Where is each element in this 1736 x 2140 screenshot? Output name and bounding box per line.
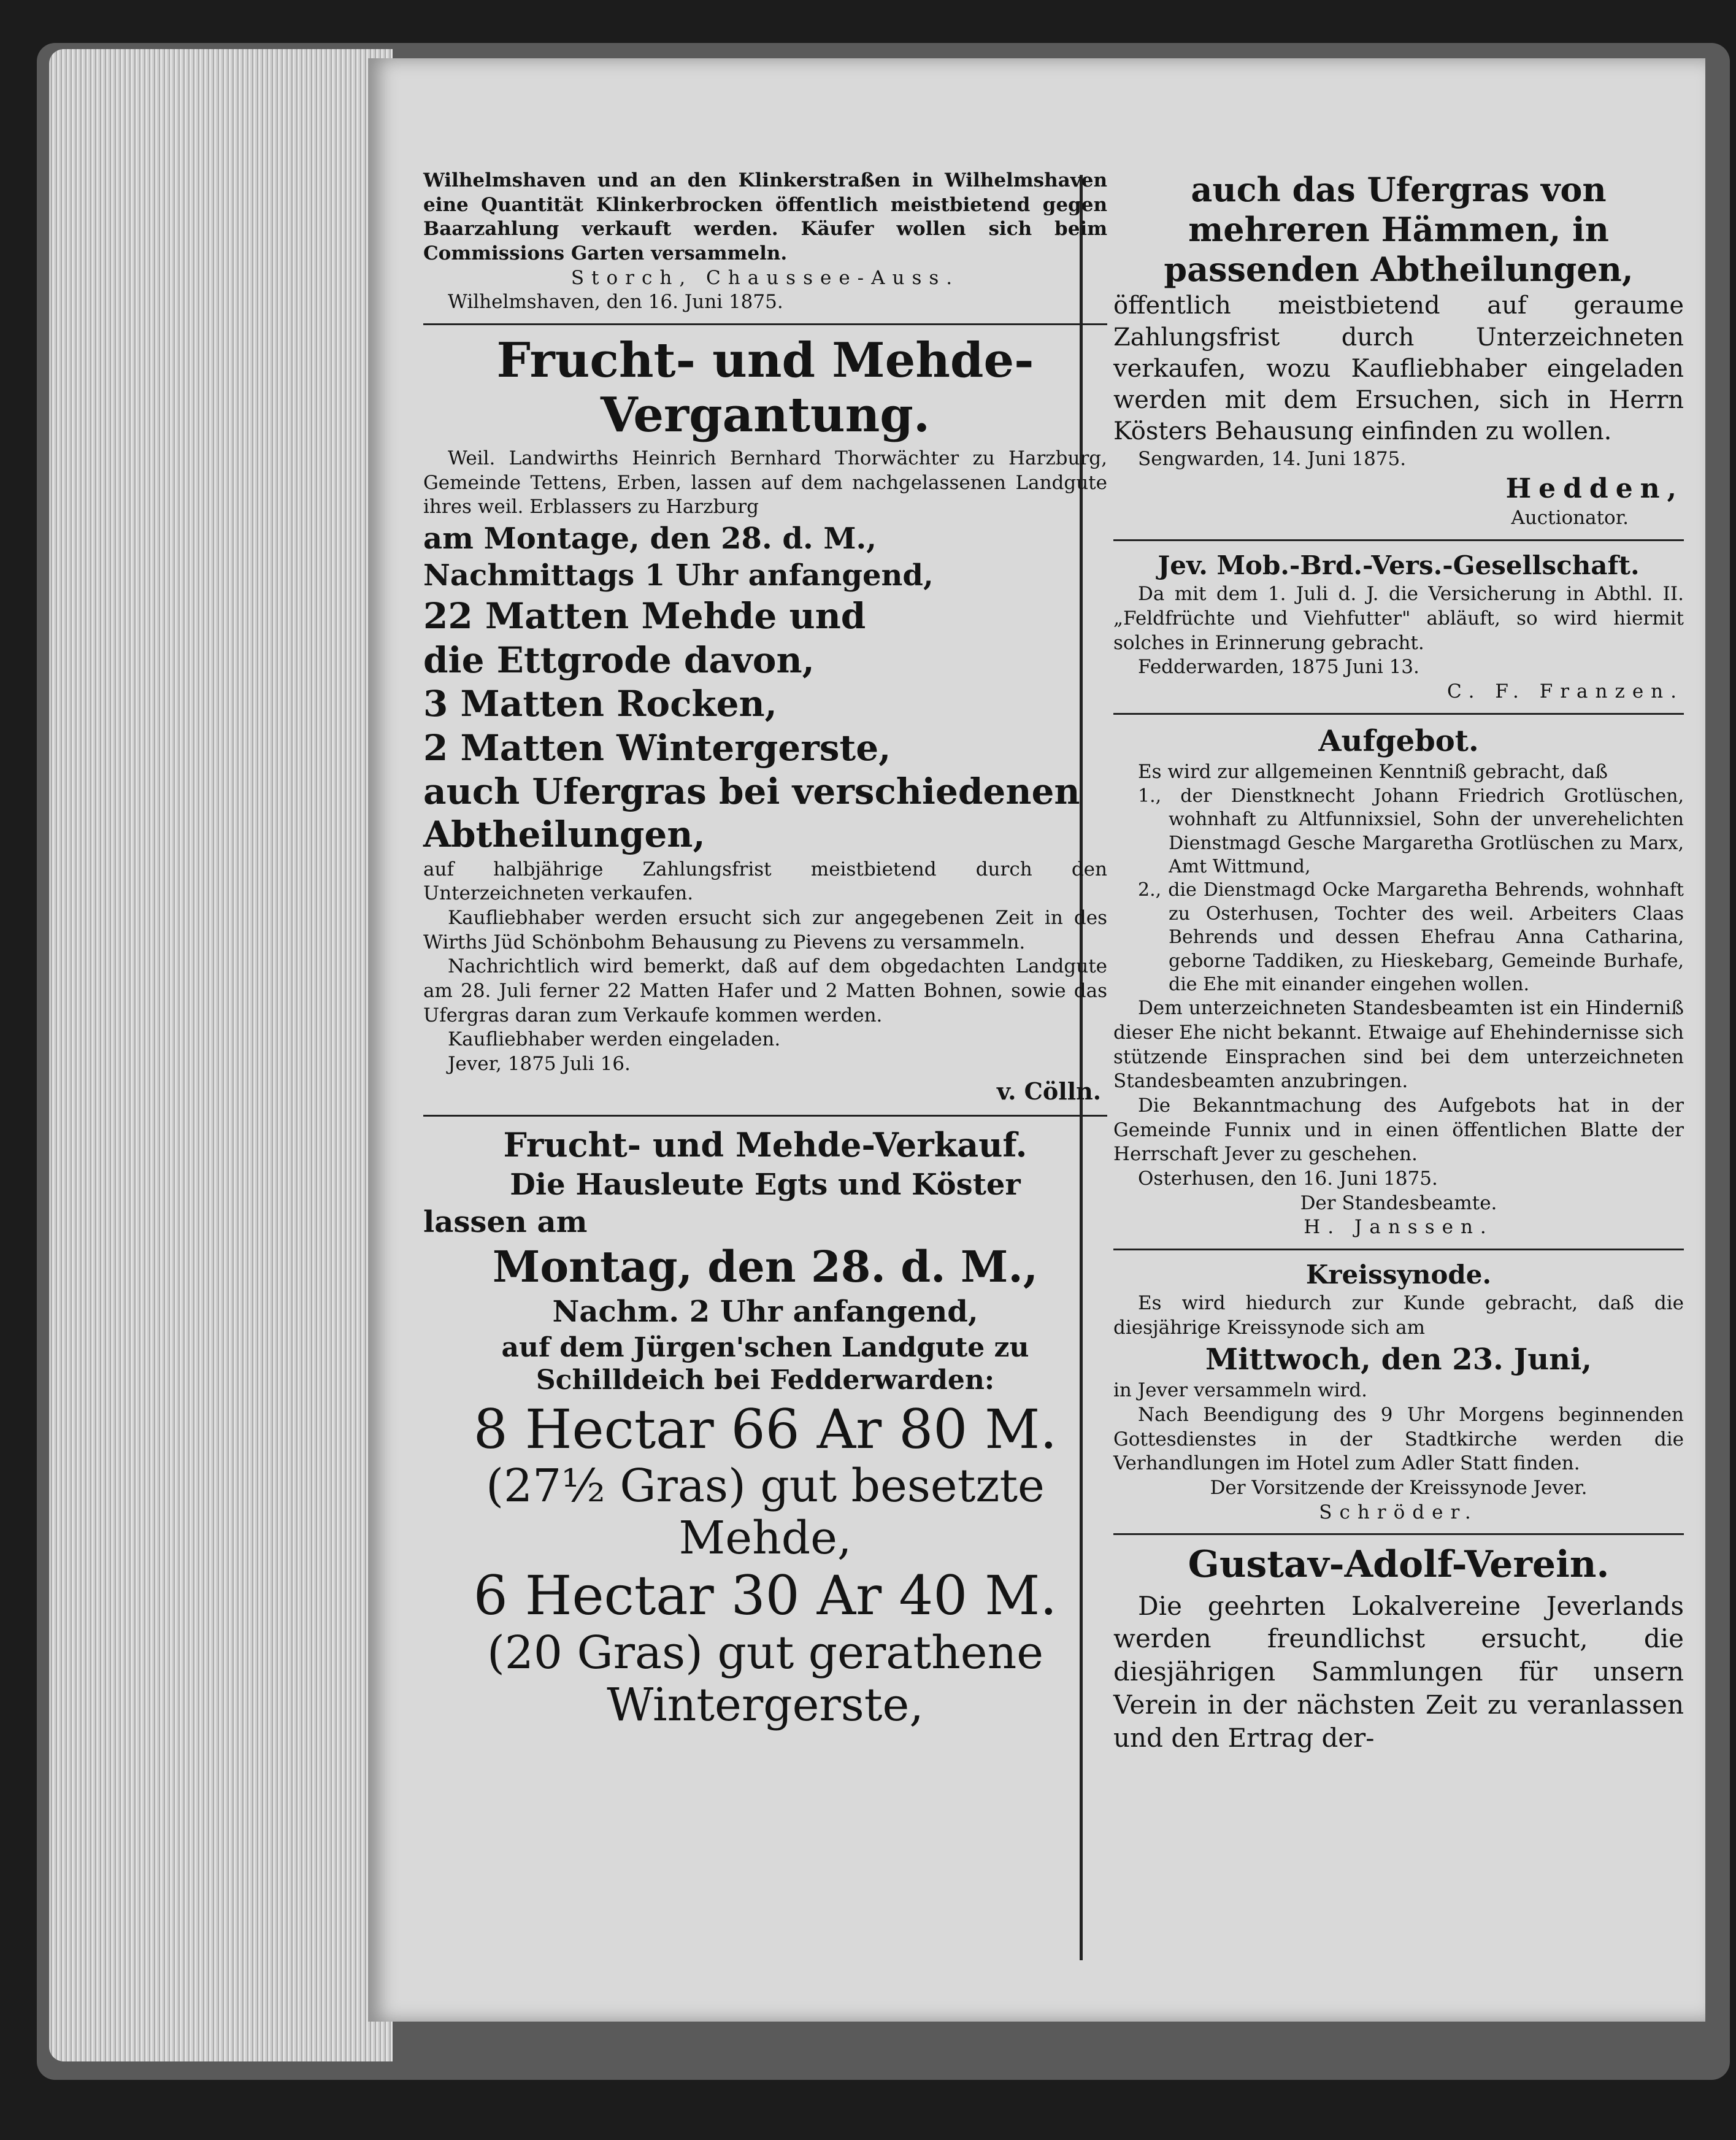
list-item: 2., die Dienstmagd Ocke Margaretha Behrends, wohnhaft zu Osterhusen, Tochter des weil. Arbeiters Claas Behrends und dessen Ehefrau Anna Catharina, geborne Taddiken, zu Hieskebarg, Gemeinde Burhafe, die Ehe mit einander eingehen wollen. <box>1138 879 1684 995</box>
notice-paragraph: Die Bekanntmachung des Aufgebots hat in der Gemeinde Funnix und in einen öffentlichen Blatte der Herrschaft Jever zu geschehen. <box>1113 1095 1684 1166</box>
notice-verkauf <box>423 1125 1107 1731</box>
page-edges <box>49 49 393 2061</box>
notice-insurance <box>1113 550 1684 704</box>
notice-title: Aufgebot. <box>1318 723 1479 758</box>
auction-time: Nachmittags 1 Uhr anfangend, <box>423 558 934 593</box>
notice-paragraph: Kaufliebhaber werden eingeladen. <box>448 1028 781 1051</box>
notice-ufergras <box>1113 170 1684 531</box>
notice-gustav <box>1113 1544 1684 1754</box>
notice-heading: auch das Ufergras von mehreren Hämmen, in passenden Abtheilungen, <box>1164 170 1634 289</box>
notice-paragraph: Nach Beendigung des 9 Uhr Morgens beginnenden Gottesdienstes in der Stadtkirche werden die Verhandlungen im Hotel zum Adler Statt finden. <box>1113 1403 1684 1475</box>
notice-title: Frucht- und Mehde-Verkauf. <box>503 1125 1027 1165</box>
synod-place: in Jever versammeln wird. <box>1113 1379 1367 1402</box>
notice-dateline: Jever, 1875 Juli 16. <box>448 1052 631 1075</box>
notice-signature: v. Cölln. <box>996 1077 1101 1105</box>
notice-signature: Schröder. <box>1319 1501 1478 1523</box>
auction-date: Montag, den 28. d. M., <box>492 1241 1039 1293</box>
notice-line: Die Hausleute Egts und Köster <box>510 1168 1021 1203</box>
notice-text: öffentlich meistbietend auf geraume Zahlungsfrist durch Unterzeichneten verkaufen, wozu Kaufliebhaber eingeladen werden mit dem Ersuchen, sich in Herrn Kösters Behausung einfinden zu wollen. <box>1113 291 1684 446</box>
right-column <box>1113 169 1684 1754</box>
notice-vergantung <box>423 334 1107 1106</box>
left-column <box>423 169 1107 1731</box>
lot-item: die Ettgrode davon, <box>423 639 815 681</box>
notice-signature: Storch, Chaussee-Auss. <box>570 266 960 289</box>
notice-paragraph: Dem unterzeichneten Standesbeamten ist ein Hinderniß dieser Ehe nicht bekannt. Etwaige auf Ehehindernisse sich stützende Einsprachen sind bei dem unterzeichneten Standesbeamten anzubringen. <box>1113 997 1684 1093</box>
notice-banns <box>1113 723 1684 1240</box>
notice-signature: Hedden, <box>1505 473 1684 504</box>
notice-text: Wilhelmshaven und an den Klinkerstraßen in Wilhelmshaven eine Quantität Klinkerbrocken öffentlich meistbietend gegen Baarzahlung verkauft werden. Käufer wollen sich beim Commissions Garten versammeln. <box>423 169 1107 265</box>
banns-list <box>1113 785 1684 997</box>
notice-line: lassen am <box>423 1204 588 1239</box>
notice-title: Kreissynode. <box>1305 1260 1492 1290</box>
notice-terms: auf halbjährige Zahlungsfrist meistbietend durch den Unterzeichneten verkaufen. <box>423 858 1107 905</box>
lot-item: (27½ Gras) gut besetzte <box>486 1460 1045 1513</box>
notice-synod <box>1113 1259 1684 1525</box>
section-rule <box>1113 1249 1684 1250</box>
section-rule <box>1113 713 1684 715</box>
lot-item: 6 Hectar 30 Ar 40 M. <box>473 1564 1058 1628</box>
notice-role: Auctionator. <box>1511 507 1629 529</box>
auction-place: auf dem Jürgen'schen Landgute zu Schilldeich bei Fedderwarden: <box>501 1331 1029 1396</box>
notice-dateline: Wilhelmshaven, den 16. Juni 1875. <box>448 291 783 314</box>
auction-date: am Montage, den 28. d. M., <box>423 521 877 556</box>
lot-item: Mehde, <box>678 1512 852 1565</box>
newspaper-page <box>368 58 1705 2022</box>
lot-item: 3 Matten Rocken, <box>423 683 777 725</box>
notice-role: Der Vorsitzende der Kreissynode Jever. <box>1210 1476 1588 1499</box>
section-rule <box>423 1115 1107 1117</box>
notice-intro: Weil. Landwirths Heinrich Bernhard Thorwächter zu Harzburg, Gemeinde Tettens, Erben, lassen auf dem nachgelassenen Landgute ihres weil. Erblassers zu Harzburg <box>423 447 1107 518</box>
synod-date: Mittwoch, den 23. Juni, <box>1205 1342 1592 1377</box>
notice-paragraph: Kaufliebhaber werden ersucht sich zur angegebenen Zeit in des Wirths Jüd Schönbohm Behausung zu Pievens zu versammeln. <box>423 906 1107 953</box>
notice-dateline: Osterhusen, den 16. Juni 1875. <box>1138 1168 1438 1190</box>
notice-paragraph: Nachrichtlich wird bemerkt, daß auf dem obgedachten Landgute am 28. Juli ferner 22 Matten Hafer und 2 Matten Bohnen, sowie das Ufergras daran zum Verkaufe kommen werden. <box>423 955 1107 1026</box>
section-rule <box>1113 1533 1684 1535</box>
lot-item: (20 Gras) gut gerathene <box>486 1626 1044 1679</box>
notice-text: Da mit dem 1. Juli d. J. die Versicherung in Abthl. II. „Feldfrüchte und Viehfutter" abläuft, so wird hiermit solches in Erinnerung gebracht. <box>1113 583 1684 654</box>
notice-text: Die geehrten Lokalvereine Jeverlands werden freundlichst ersucht, die diesjährigen Sammlungen für unsern Verein in der nächsten Zeit zu veranlassen und den Ertrag der- <box>1113 1590 1684 1753</box>
notice-dateline: Sengwarden, 14. Juni 1875. <box>1138 448 1407 471</box>
notice-klinker <box>423 169 1107 315</box>
list-item: 1., der Dienstknecht Johann Friedrich Grotlüschen, wohnhaft zu Altfunnixsiel, Sohn der unverehelichten Dienstmagd Gesche Margaretha Grotlüschen zu Marx, Amt Wittmund, <box>1138 785 1684 877</box>
section-rule <box>423 323 1107 325</box>
lot-item: Wintergerste, <box>607 1678 924 1731</box>
lot-item: 8 Hectar 66 Ar 80 M. <box>473 1398 1058 1461</box>
notice-dateline: Fedderwarden, 1875 Juni 13. <box>1138 656 1419 679</box>
auction-time: Nachm. 2 Uhr anfangend, <box>552 1295 978 1330</box>
notice-signature: C. F. Franzen. <box>1447 680 1684 702</box>
section-rule <box>1113 539 1684 541</box>
lot-item: auch Ufergras bei verschiedenen Abtheilungen, <box>423 771 1080 855</box>
notice-role: Der Standesbeamte. <box>1300 1191 1497 1214</box>
lot-item: 2 Matten Wintergerste, <box>423 726 891 769</box>
notice-signature: H. Janssen. <box>1304 1216 1494 1239</box>
notice-intro: Es wird hiedurch zur Kunde gebracht, daß die diesjährige Kreissynode sich am <box>1113 1292 1684 1339</box>
lot-item: 22 Matten Mehde und <box>423 595 866 637</box>
notice-intro: Es wird zur allgemeinen Kenntniß gebracht, daß <box>1138 761 1608 783</box>
notice-title: Gustav-Adolf-Verein. <box>1188 1543 1610 1587</box>
notice-title: Jev. Mob.-Brd.-Vers.-Gesellschaft. <box>1158 550 1640 580</box>
notice-title: Frucht- und Mehde-Vergantung. <box>496 333 1034 443</box>
